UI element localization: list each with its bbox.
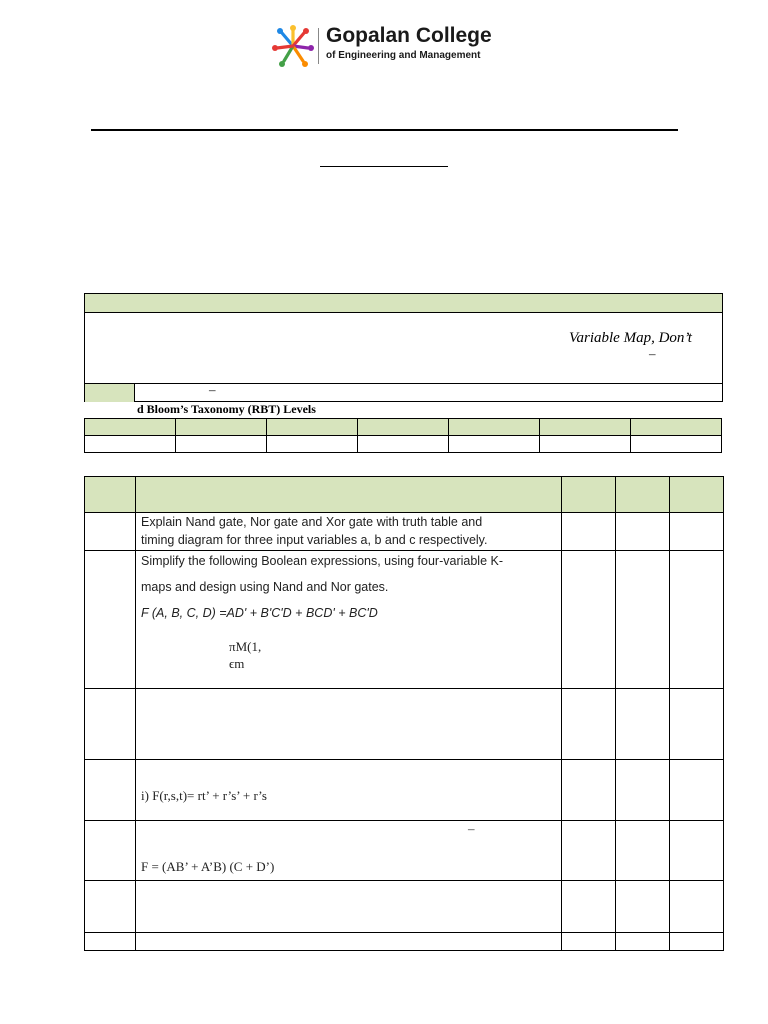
- co-cell: [616, 551, 670, 689]
- rbt-cell: [267, 419, 358, 436]
- rbt-cell: [176, 419, 267, 436]
- question-cell: [136, 760, 562, 821]
- header-cell-marks: [562, 477, 616, 513]
- rbt-level-cell: [670, 513, 724, 551]
- boolean-expression: F = (AB’ + A’B) (C + D’): [141, 859, 275, 874]
- marks-cell: [562, 821, 616, 881]
- boolean-expression: F (A, B, C, D) =AD' + B'C'D + BCD' + BC'D: [141, 606, 378, 620]
- rbt-level-cell: [670, 821, 724, 881]
- rbt-level-cell: [670, 689, 724, 760]
- marks-cell: [562, 933, 616, 951]
- question-row: [85, 551, 724, 689]
- rbt-header-row: [85, 419, 722, 436]
- question-row: [85, 760, 724, 821]
- question-line: Explain Nand gate, Nor gate and Xor gate with truth table and: [141, 515, 483, 529]
- maxterm-fragment: πM(1,: [229, 639, 262, 654]
- marks-cell: [562, 760, 616, 821]
- co-cell: [616, 689, 670, 760]
- co-cell: [616, 821, 670, 881]
- marks-cell: [562, 551, 616, 689]
- qno-cell: [85, 760, 136, 821]
- rbt-cell: [540, 436, 631, 453]
- questions-header-row: [85, 477, 724, 513]
- question-cell: [136, 881, 562, 933]
- college-logo: [272, 24, 504, 70]
- rbt-cell: [358, 419, 449, 436]
- question-cell: [136, 933, 562, 951]
- question-row: [85, 881, 724, 933]
- marks-cell: [562, 513, 616, 551]
- question-text: [136, 551, 561, 673]
- question-cell: [136, 551, 562, 689]
- rbt-cell: [631, 436, 722, 453]
- question-cell: [136, 821, 562, 881]
- minterm-fragment: ϵm: [229, 656, 245, 671]
- rbt-table: [84, 418, 722, 453]
- question-line: timing diagram for three input variables a, b and c respectively.: [141, 533, 488, 547]
- header-rule: [91, 129, 678, 131]
- rbt-cell: [631, 419, 722, 436]
- course-topics-dash: –: [649, 346, 656, 361]
- question-line: maps and design using Nand and Nor gates.: [141, 580, 389, 594]
- qno-cell: [85, 881, 136, 933]
- question-cell: [136, 689, 562, 760]
- rbt-cell: [85, 419, 176, 436]
- co-cell: [616, 881, 670, 933]
- rbt-level-cell: [670, 551, 724, 689]
- rbt-cell: [540, 419, 631, 436]
- header-cell-co: [616, 477, 670, 513]
- rbt-cell: [358, 436, 449, 453]
- qno-cell: [85, 933, 136, 951]
- boolean-expression: i) F(r,s,t)= rt’ + r’s’ + r’s: [141, 788, 267, 803]
- rbt-cell: [267, 436, 358, 453]
- course-info-label-cell: [85, 384, 135, 402]
- co-cell: [616, 760, 670, 821]
- course-topics-text: Variable Map, Don’t: [569, 330, 692, 346]
- marks-cell: [562, 689, 616, 760]
- rbt-value-row: [85, 436, 722, 453]
- rbt-cell: [176, 436, 267, 453]
- qno-cell: [85, 821, 136, 881]
- co-cell: [616, 933, 670, 951]
- rbt-level-cell: [670, 933, 724, 951]
- logo-title: Gopalan College: [326, 24, 492, 47]
- rbt-cell: [449, 436, 540, 453]
- course-info-box: [84, 293, 723, 402]
- title-underline: [320, 166, 448, 167]
- course-info-divider: [85, 383, 722, 384]
- qno-cell: [85, 551, 136, 689]
- questions-table: [84, 476, 724, 951]
- qno-cell: [85, 513, 136, 551]
- question-row: [85, 513, 724, 551]
- course-info-dash: –: [209, 382, 216, 397]
- marks-cell: [562, 881, 616, 933]
- rbt-cell: [85, 436, 176, 453]
- question-row: [85, 933, 724, 951]
- question-row: [85, 821, 724, 881]
- course-info-header-row: [85, 294, 722, 313]
- question-text: [136, 513, 561, 550]
- college-emblem-icon: [272, 24, 314, 68]
- question-line: Simplify the following Boolean expressions, using four-variable K-: [141, 554, 503, 568]
- logo-subtitle: of Engineering and Management: [326, 50, 481, 61]
- rbt-level-cell: [670, 881, 724, 933]
- question-dash: –: [468, 821, 475, 836]
- co-cell: [616, 513, 670, 551]
- header-cell-qno: [85, 477, 136, 513]
- rbt-level-cell: [670, 760, 724, 821]
- logo-separator: [318, 28, 319, 64]
- rbt-title: d Bloom’s Taxonomy (RBT) Levels: [137, 402, 316, 416]
- question-cell: [136, 513, 562, 551]
- header-cell-rbt: [670, 477, 724, 513]
- header-cell-question: [136, 477, 562, 513]
- question-text: [136, 821, 561, 877]
- qno-cell: [85, 689, 136, 760]
- rbt-cell: [449, 419, 540, 436]
- question-row: [85, 689, 724, 760]
